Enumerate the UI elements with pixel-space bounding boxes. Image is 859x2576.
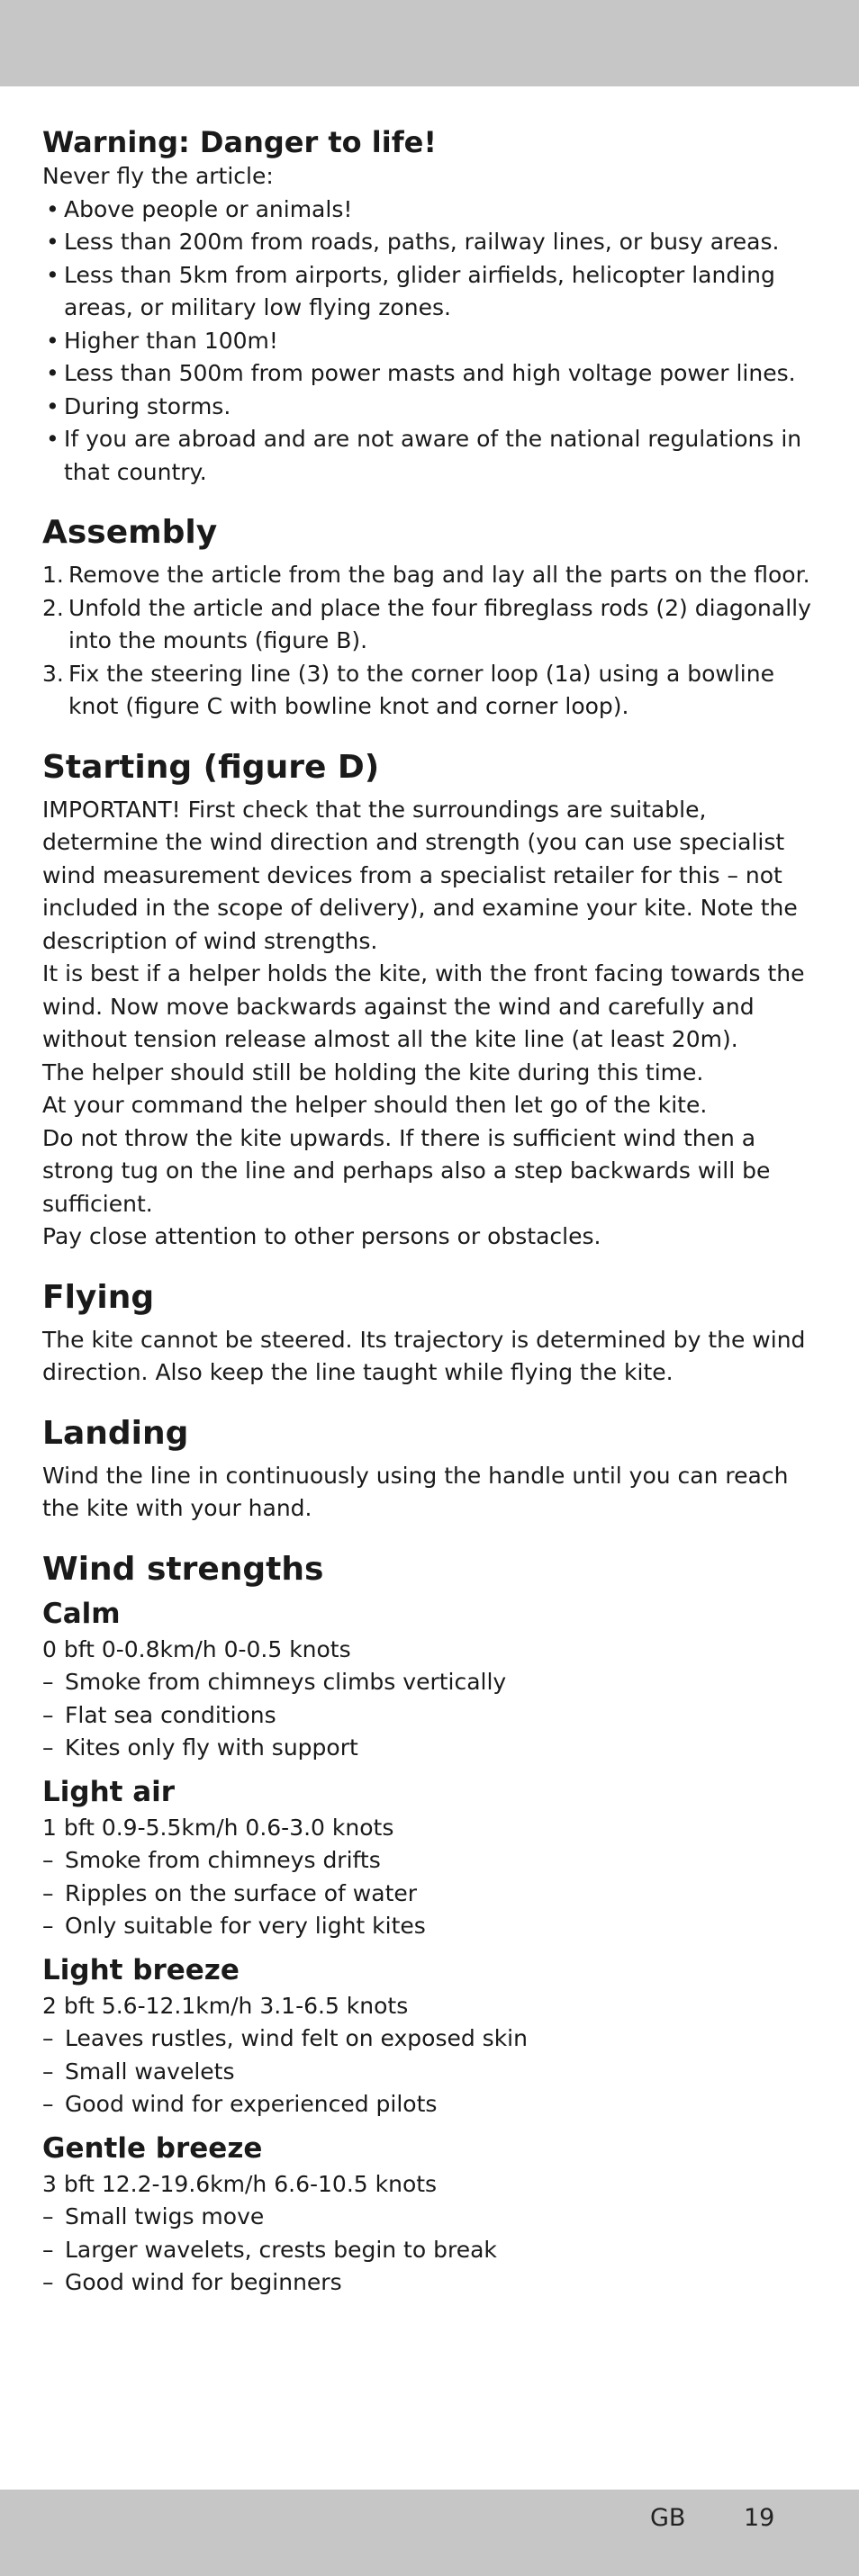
dash-marker: – [42,2025,54,2051]
step-number: 1. [42,562,64,588]
list-item [42,658,826,724]
dash-marker: – [42,1879,54,1906]
list-item-text: Only suitable for very light kites [65,1913,426,1939]
list-item [42,325,826,358]
dash-marker: – [42,1913,54,1939]
wind-level-title: Light breeze [42,1953,240,1986]
dash-marker: – [42,1669,54,1695]
list-item-text: Less than 5km from airports, glider airfields, helicopter landing areas, or military low flying zones. [64,261,775,320]
list-item-text: During storms. [64,392,231,419]
starting-title: Starting (figure D) [42,748,380,786]
list-item-text: Flat sea conditions [65,1701,276,1728]
bullet-marker: • [46,261,59,288]
dash-marker: – [42,2236,54,2263]
step-text: Unfold the article and place the four fibreglass rods (2) diagonally into the mounts (figure B). [68,594,811,653]
paragraph: Wind the line in continuously using the handle until you can reach the kite with your hand. [42,1462,789,1521]
list-item [42,1699,826,1733]
assembly-title: Assembly [42,514,218,551]
paragraph: The kite cannot be steered. Its trajectory is determined by the wind direction. Also keep the line taught while flying the kite. [42,1326,806,1385]
paragraph: It is best if a helper holds the kite, with the front facing towards the wind. Now move backwards against the wind and carefully and without tension release almost all the kite line (at least 20m). [42,960,805,1052]
wind-strengths-title: Wind strengths [42,1550,324,1588]
list-item [42,2088,826,2121]
assembly-steps [42,559,826,724]
list-item [42,1910,826,1943]
step-text: Remove the article from the bag and lay all the parts on the floor. [68,562,810,588]
list-item-text: Good wind for experienced pilots [65,2091,438,2117]
list-item [42,259,826,325]
dash-marker: – [42,1847,54,1873]
list-item [42,1844,826,1878]
step-number: 2. [42,594,64,621]
list-item [42,226,826,259]
dash-marker: – [42,2269,54,2295]
wind-level-list [42,1844,826,1943]
list-item [42,423,826,489]
warning-intro: Never fly the article: [42,163,274,189]
wind-level-spec: 2 bft 5.6-12.1km/h 3.1-6.5 knots [42,1992,409,2019]
footer-language-code: GB [650,2504,686,2532]
list-item-text: Kites only fly with support [65,1734,358,1761]
dash-marker: – [42,2203,54,2229]
landing-section [42,1413,826,1526]
list-item-text: Leaves rustles, wind felt on exposed skin [65,2025,528,2051]
assembly-section [42,512,826,724]
list-item [42,2234,826,2267]
step-text: Fix the steering line (3) to the corner loop (1a) using a bowline knot (figure C with bowline knot and corner loop). [68,660,774,719]
flying-section [42,1277,826,1390]
wind-level-title: Calm [42,1597,121,1630]
wind-level-title: Light air [42,1775,176,1808]
wind-level-spec: 1 bft 0.9-5.5km/h 0.6-3.0 knots [42,1814,394,1841]
wind-strengths-section [42,1549,826,2300]
wind-level-list [42,2022,826,2121]
bullet-marker: • [46,229,59,255]
list-item [42,1878,826,1911]
warning-section [42,124,826,489]
list-item [42,2266,826,2300]
list-item [42,194,826,227]
list-item-text: Small twigs move [65,2203,265,2229]
list-item [42,1732,826,1765]
wind-level-list [42,2201,826,2300]
bullet-marker: • [46,426,59,452]
list-item [42,391,826,424]
bullet-marker: • [46,327,59,354]
paragraph: The helper should still be holding the kite during this time. [42,1058,704,1085]
list-item [42,1666,826,1699]
wind-level-spec: 0 bft 0-0.8km/h 0-0.5 knots [42,1635,351,1662]
dash-marker: – [42,1701,54,1728]
wind-level-light-air [42,1774,826,1943]
list-item [42,592,826,658]
paragraph: IMPORTANT! First check that the surroundings are suitable, determine the wind direction and strength (you can use specialist wind measurement devices from a specialist retailer for this – not included in the scope of delivery), and examine your kite. Note the description of wind strengths. [42,796,798,954]
list-item-text: Good wind for beginners [65,2269,342,2295]
list-item-text: Ripples on the surface of water [65,1879,418,1906]
list-item-text: Smoke from chimneys climbs vertically [65,1669,507,1695]
list-item [42,2022,826,2056]
list-item-text: Larger wavelets, crests begin to break [65,2236,497,2263]
page-content [42,124,826,2300]
dash-marker: – [42,2058,54,2085]
wind-level-list [42,1666,826,1765]
step-number: 3. [42,660,64,687]
list-item-text: Higher than 100m! [64,327,278,354]
wind-level-title: Gentle breeze [42,2131,263,2165]
footer-bar [0,2490,859,2576]
bullet-marker: • [46,195,59,222]
bullet-marker: • [46,360,59,386]
warning-title: Warning: Danger to life! [42,125,437,159]
header-bar [0,0,859,86]
list-item-text: Small wavelets [65,2058,235,2085]
flying-title: Flying [42,1278,155,1316]
list-item-text: Above people or animals! [64,195,353,222]
paragraph: Pay close attention to other persons or obstacles. [42,1223,601,1249]
paragraph: Do not throw the kite upwards. If there is sufficient wind then a strong tug on the line and perhaps also a step backwards will be sufficient. [42,1124,771,1217]
bullet-marker: • [46,392,59,419]
list-item-text: If you are abroad and are not aware of the national regulations in that country. [64,426,802,485]
page-number: 19 [744,2504,775,2532]
wind-level-gentle-breeze [42,2130,826,2300]
wind-level-calm [42,1596,826,1765]
list-item [42,2056,826,2089]
list-item [42,357,826,391]
list-item-text: Less than 500m from power masts and high voltage power lines. [64,360,796,386]
wind-level-light-breeze [42,1952,826,2121]
starting-section [42,747,826,1254]
list-item [42,559,826,592]
wind-level-spec: 3 bft 12.2-19.6km/h 6.6-10.5 knots [42,2170,438,2197]
list-item-text: Smoke from chimneys drifts [65,1847,381,1873]
landing-title: Landing [42,1414,189,1452]
dash-marker: – [42,2091,54,2117]
paragraph: At your command the helper should then let go of the kite. [42,1092,708,1118]
dash-marker: – [42,1734,54,1761]
list-item [42,2201,826,2234]
list-item-text: Less than 200m from roads, paths, railway lines, or busy areas. [64,229,780,255]
warning-list [42,194,826,490]
